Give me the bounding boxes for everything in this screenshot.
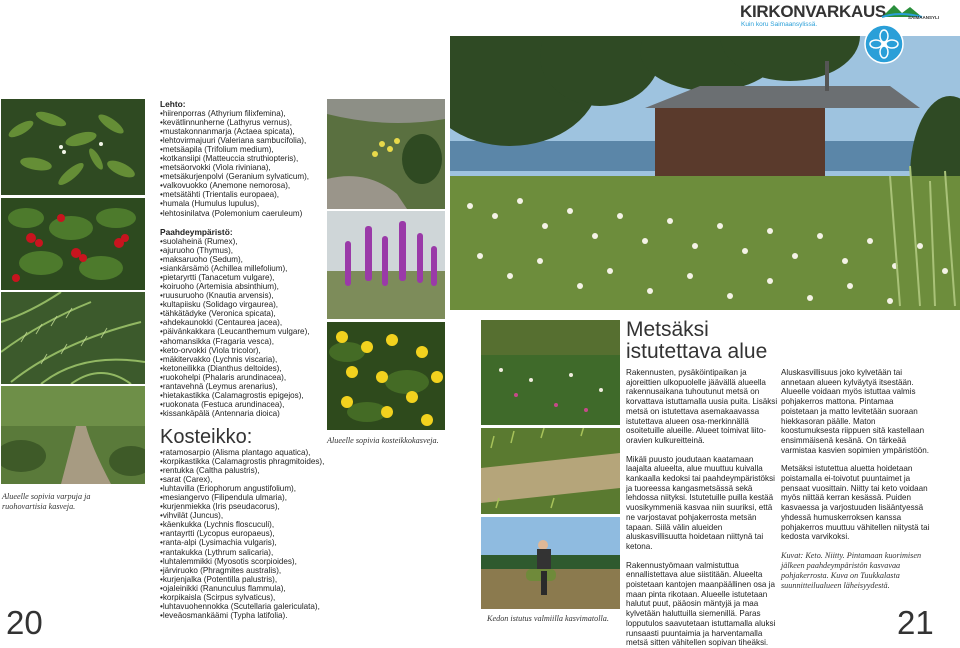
list-item: • käenkukka (Lychnis floscuculi), — [160, 520, 330, 529]
list-item: • metsäapila (Trifolium medium), — [160, 145, 325, 154]
article-paragraph: Rakennustyömaan valmistuttua ennallistettava alue siistitään. Alueelta poistetaan kantojen maanpäällinen osa ja maan pinta rikotaan. Alueelle istutetaan halutut puut, pääosin mäntyjä ja maa kylvetään haluttuilla siemenillä. Paras lopputulos saavutetaan istuttamalla aluksi runsaasti puuntaimia ja harventamalla metsä sitten vähitellen sopivan tiheäksi. — [626, 560, 776, 648]
list-item: • rentukka (Caltha palustris), — [160, 466, 330, 475]
list-item: • ahomansikka (Fragaria vesca), — [160, 337, 325, 346]
photo-rocks-and-flowers — [327, 99, 445, 209]
list-item: • leveäosmankäämi (Typha latifolia). — [160, 611, 330, 620]
photo-ground-layer — [481, 428, 620, 514]
list-item: • pietaryrtti (Tanacetum vulgare), — [160, 273, 325, 282]
list-item: • kotkansiipi (Matteuccia struthiopteris), — [160, 154, 325, 163]
list-item: • maksaruoho (Sedum), — [160, 255, 325, 264]
photo-lily-of-valley — [1, 99, 145, 195]
list-item: • suolaheinä (Rumex), — [160, 237, 325, 246]
lehto-heading: Lehto: — [160, 99, 186, 109]
list-item: • ruokonata (Festuca arundinacea), — [160, 400, 325, 409]
lehto-section — [160, 99, 325, 218]
list-item: • ruusuruoho (Knautia arvensis), — [160, 291, 325, 300]
list-item: • sarat (Carex), — [160, 475, 330, 484]
list-item: • luhtalemmikki (Myosotis scorpioides), — [160, 557, 330, 566]
caption-left: Alueelle sopivia varpuja ja ruohovartisia kasveja. — [2, 492, 91, 511]
list-item: • lehtosinilatva (Polemonium caeruleum) — [160, 209, 325, 218]
list-item: • kurjenmiekka (Iris pseudacorus), — [160, 502, 330, 511]
article-title-line2: istutettava alue — [626, 340, 768, 363]
list-item: • rantayrtti (Lycopus europaeus), — [160, 529, 330, 538]
list-item: • luhtavilla (Eriophorum angustifolium), — [160, 484, 330, 493]
photo-ferns — [1, 292, 145, 384]
photo-forest-path — [1, 386, 145, 484]
brand-logo-text: SAIMAANSYLI — [908, 15, 940, 20]
list-item: • ruokohelpi (Phalaris arundinacea), — [160, 373, 325, 382]
article-title-line1: Metsäksi — [626, 318, 709, 341]
list-item: • ranta-alpi (Lysimachia vulgaris), — [160, 538, 330, 547]
list-item: • kevätlinnunherne (Lathyrus vernus), — [160, 118, 325, 127]
photo-marsh-marigold — [327, 322, 445, 430]
list-item: • valkovuokko (Anemone nemorosa), — [160, 181, 325, 190]
article-paragraph: Metsäksi istutettua aluetta hoidetaan poistamalla ei-toivotut puuntaimet ja pensaat vuosittain. Niitty tai keto voidaan myös niittää kerran kesässä. Puiden kasvaessa ja varjostuuden lisääntyessä yhdessä humuskerroksen kanssa pohjakerros muuttuu vähitellen niitystä tai kedosta varvikoksi. — [781, 464, 930, 542]
list-item: • metsätähti (Trientalis europaea), — [160, 190, 325, 199]
list-item: • koiruoho (Artemisia absinthium), — [160, 282, 325, 291]
caption-right: Kuvat: Keto. Niitty. Pintamaan kuorimisen jälkeen paahdeympäristön kasvavaa pohjakerrosta. Kuva on Tuukkalasta suunnitteilualueen läheisyydestä. — [781, 550, 922, 590]
list-item: • tähkätädyke (Veronica spicata), — [160, 309, 325, 318]
kosteikko-list — [160, 448, 330, 620]
list-item: • korpikastikka (Calamagrostis phragmitoides), — [160, 457, 330, 466]
photo-planting-mat — [481, 517, 620, 609]
paahde-heading: Paahdeympäristö: — [160, 227, 233, 237]
list-item: • hiirenporras (Athyrium filixfemina), — [160, 109, 325, 118]
list-item: • mesiangervo (Filipendula ulmaria), — [160, 493, 330, 502]
list-item: • ketoneilikka (Dianthus deltoides), — [160, 364, 325, 373]
list-item: • lehtovirmajuuri (Valeriana sambucifolia), — [160, 136, 325, 145]
flower-emblem-icon — [864, 24, 904, 64]
photo-meadow-cabin — [450, 36, 960, 310]
list-item: • ahdekaunokki (Centaurea jacea), — [160, 318, 325, 327]
list-item: • rantakukka (Lythrum salicaria), — [160, 548, 330, 557]
list-item: • kultapiisku (Solidago virgaurea), — [160, 300, 325, 309]
list-item: • mustakonnanmarja (Actaea spicata), — [160, 127, 325, 136]
article-paragraph: Rakennusten, pysäköintipaikan ja ajoreittien ulkopuolelle jäävällä alueella rakennusaikana tuhoutunut metsä on korvattava istuttamalla uusia puita. Lisäksi metsä on istutettava asemakaavassa istutettava alueen osa-merkinnällä osoitetuille alueille. Alueet toimivat liito-oravien kulkureitteinä. — [626, 368, 778, 445]
list-item: • korpikaisla (Scirpus sylvaticus), — [160, 593, 330, 602]
brand-logo — [880, 1, 940, 23]
photo-red-berries — [1, 198, 145, 290]
list-item: • mäkitervakko (Lychnis viscaria), — [160, 355, 325, 364]
brand-title: KIRKONVARKAUS — [740, 2, 886, 21]
paahde-list — [160, 237, 325, 418]
page-number-right: 21 — [897, 604, 934, 641]
article-paragraph: Mikäli puusto joudutaan kaatamaan laajalta alueelta, alue muuttuu kuivalla kankaalla kedoksi tai paahdeympäristöksi ja tuoreessa kangasmetsässä sekä lehdossa niityksi. Istutetuille puilla kestää vuosikymmeniä kasvaa niin suuriksi, että ne varjostavat pohjakerrosta metsän tapaan. Siilä välin alueiden aluskasvillisuutta hoidetaan niittynä tai ketona. — [626, 454, 775, 551]
list-item: • ratamosarpio (Alisma plantago aquatica), — [160, 448, 330, 457]
article-title — [626, 319, 767, 363]
list-item: • päivänkakkara (Leucanthemum vulgare), — [160, 327, 325, 336]
article-paragraph: Aluskasvillisuus joko kylvetään tai annetaan alueen kylväytyä itsestään. Alueelle voidaan myös istuttaa valmis pohjakerros mattona. Pintamaa poistetaan ja matto levitetään suoraan hiekkasoran päälle. Maton koostumuksesta riippuen sitä kastellaan ensimmäisenä kesänä. On tärkeää varmistaa kasvien sopimien ympäristöön. — [781, 368, 929, 455]
list-item: • metsäkurjenpolvi (Geranium sylvaticum), — [160, 172, 325, 181]
list-item: • ojaleinikki (Ranunculus flammula), — [160, 584, 330, 593]
caption-bottom: Kedon istutus valmiilla kasvimatolla. — [487, 614, 609, 623]
lehto-list — [160, 109, 325, 218]
photo-meadow — [481, 320, 620, 425]
list-item: • kissankäpälä (Antennaria dioica) — [160, 409, 325, 418]
kosteikko-section — [160, 426, 330, 620]
list-item: • metsäorvokki (Viola riviniana), — [160, 163, 325, 172]
list-item: • keto-orvokki (Viola tricolor), — [160, 346, 325, 355]
article-col-1 — [626, 368, 779, 648]
list-item: • vihvilät (Juncus), — [160, 511, 330, 520]
paahde-section — [160, 227, 325, 418]
brand-slogan: Kuin koru Saimaansylissä. — [741, 21, 818, 28]
photo-purple-loosestrife — [327, 211, 445, 319]
list-item: • rantavehnä (Leymus arenarius), — [160, 382, 325, 391]
list-item: • järviruoko (Phragmites australis), — [160, 566, 330, 575]
article-col-2 — [781, 368, 931, 591]
list-item: • siankärsämö (Achillea millefolium), — [160, 264, 325, 273]
list-item: • ajuruoho (Thymus), — [160, 246, 325, 255]
list-item: • kurjenjalka (Potentilla palustris), — [160, 575, 330, 584]
list-item: • hietakastikka (Calamagrostis epigejos), — [160, 391, 325, 400]
page-number-left: 20 — [6, 604, 43, 641]
list-item: • luhtavuohennokka (Scutellaria galericulata), — [160, 602, 330, 611]
caption-middle: Alueelle sopivia kosteikkokasveja. — [327, 436, 439, 445]
kosteikko-heading: Kosteikko: — [160, 426, 253, 448]
list-item: • humala (Humulus lupulus), — [160, 199, 325, 208]
